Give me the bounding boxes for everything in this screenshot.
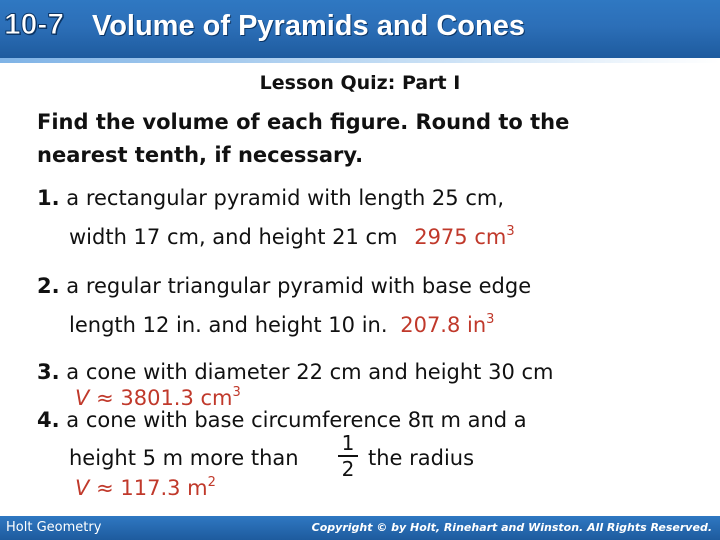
question-1-text-2: width 17 cm, and height 21 cm — [69, 225, 398, 249]
question-4-line-1 — [37, 408, 527, 432]
question-1-line-2 — [69, 224, 515, 249]
fraction-denominator: 2 — [341, 456, 355, 481]
question-1-number: 1. — [37, 186, 60, 210]
question-4-line-2-post: the radius — [368, 446, 475, 470]
footer-bar — [0, 516, 720, 540]
question-1-text-1: a rectangular pyramid with length 25 cm, — [66, 186, 504, 210]
quiz-subtitle: Lesson Quiz: Part I — [259, 72, 461, 94]
question-2-text-1: a regular triangular pyramid with base edge — [66, 274, 532, 298]
question-4-line-2-pre: height 5 m more than — [69, 446, 299, 470]
question-3-number: 3. — [37, 360, 60, 384]
question-2-line-2 — [69, 312, 494, 337]
question-3-text-1: a cone with diameter 22 cm and height 30 cm — [66, 360, 554, 384]
question-4-answer: V ≈ 117.3 $m^2$ — [75, 475, 216, 500]
question-4-number: 4. — [37, 408, 60, 432]
question-2-answer: 207.8 $in^3$ — [400, 312, 495, 337]
question-3-line-1 — [37, 360, 554, 384]
question-3-answer: V ≈ 3801.3 $cm^3$ — [75, 385, 241, 410]
footer-publisher: Holt Geometry — [6, 520, 102, 535]
question-2-number: 2. — [37, 274, 60, 298]
header-divider — [0, 58, 720, 63]
question-2-line-1 — [37, 274, 531, 298]
question-2-text-2: length 12 in. and height 10 in. — [69, 313, 388, 337]
question-1-line-1 — [37, 186, 504, 210]
fraction-numerator: 1 — [341, 431, 355, 455]
instructions-line-1: Find the volume of each figure. Round to the — [37, 110, 570, 134]
question-4-text-1: a cone with base circumference 8π m and a — [66, 408, 527, 432]
instructions — [37, 106, 677, 172]
lesson-number: 10-7 — [4, 8, 65, 41]
footer-copyright: Copyright © by Holt, Rinehart and Winston. All Rights Reserved. — [311, 521, 712, 534]
question-1-answer: 2975 $cm^3$ — [414, 224, 515, 249]
slide-title: Volume of Pyramids and Cones — [92, 10, 525, 42]
fraction-one-half — [336, 432, 360, 480]
instructions-line-2: nearest tenth, if necessary. — [37, 143, 364, 167]
